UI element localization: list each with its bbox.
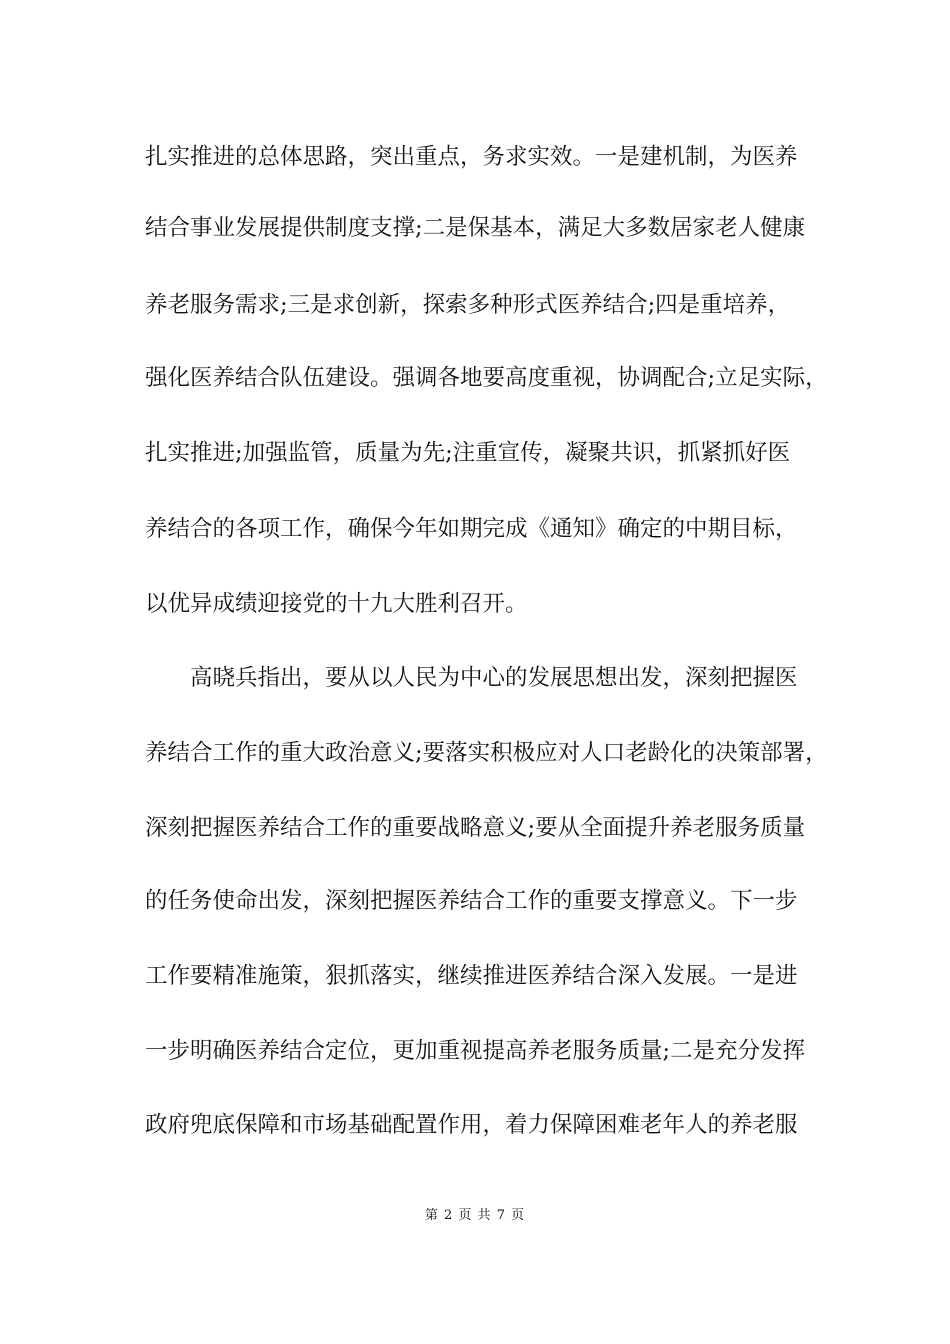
footer-middle: 页 共 [458,1208,492,1223]
paragraph-1-line-1: 扎实推进的总体思路，突出重点，务求实效。一是建机制，为医养 [145,144,798,170]
paragraph-2-line-3: 深刻把握医养结合工作的重要战略意义;要从全面提升养老服务质量 [145,815,806,841]
paragraph-1-line-6: 养结合的各项工作，确保今年如期完成《通知》确定的中期目标， [145,516,798,542]
footer-total-pages: 7 [496,1208,506,1223]
footer-suffix: 页 [511,1208,526,1223]
footer-prefix: 第 [424,1208,439,1223]
paragraph-1-line-7: 以优异成绩迎接党的十九大胜利召开。 [145,591,528,617]
paragraph-2-line-2: 养结合工作的重大政治意义;要落实积极应对人口老龄化的决策部署， [145,740,828,766]
paragraph-2-line-7: 政府兜底保障和市场基础配置作用，着力保障困难老年人的养老服 [145,1112,798,1138]
paragraph-2-line-6: 一步明确医养结合定位，更加重视提高养老服务质量;二是充分发挥 [145,1038,806,1064]
paragraph-1-line-5: 扎实推进;加强监管，质量为先;注重宣传，凝聚共识，抓紧抓好医 [145,440,791,466]
footer-current-page: 2 [444,1208,454,1223]
paragraph-1-line-3: 养老服务需求;三是求创新，探索多种形式医养结合;四是重培养， [145,292,791,318]
page-number-footer [0,1208,950,1224]
paragraph-2-line-5: 工作要精准施策，狠抓落实，继续推进医养结合深入发展。一是进 [145,963,798,989]
paragraph-2-line-4: 的任务使命出发，深刻把握医养结合工作的重要支撑意义。下一步 [145,888,798,914]
paragraph-1-line-4: 强化医养结合队伍建设。强调各地要高度重视，协调配合;立足实际， [145,365,828,391]
paragraph-2-line-1: 高晓兵指出，要从以人民为中心的发展思想出发，深刻把握医 [190,665,798,691]
paragraph-1-line-2: 结合事业发展提供制度支撑;二是保基本，满足大多数居家老人健康 [145,215,806,241]
